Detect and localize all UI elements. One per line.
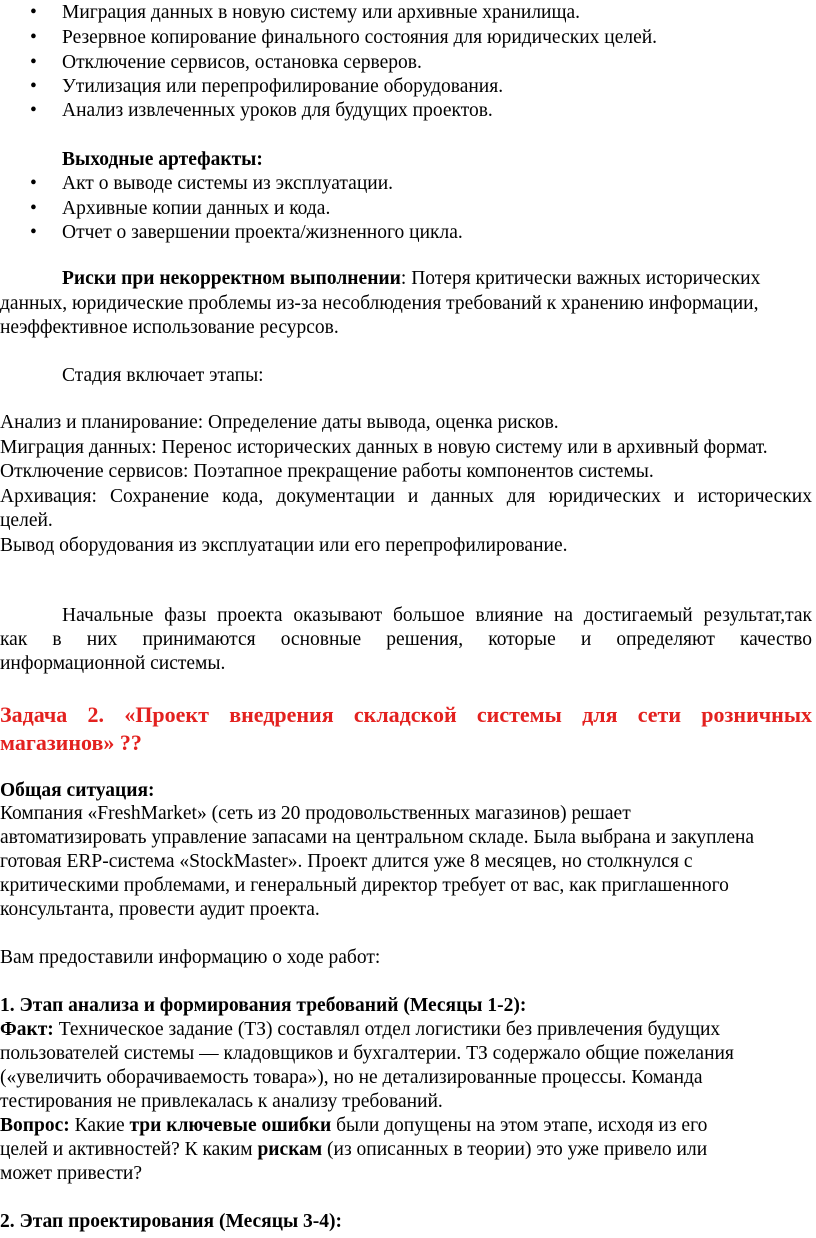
question-line: может привести? xyxy=(0,1163,142,1184)
risks-paragraph: Риски при некорректном выполнении: Потеря критически важных исторических xyxy=(62,268,761,289)
question-line: целей и активностей? К каким рискам (из описанных в теории) это уже привело или xyxy=(0,1139,708,1160)
task-title: Задача 2. «Проект внедрения складской системы для сети розничных xyxy=(0,702,812,727)
outputs-heading: Выходные артефакты: xyxy=(62,149,263,170)
bullet-icon: • xyxy=(30,100,37,121)
situation-line: критическими проблемами, и генеральный директор требует от вас, как приглашенного xyxy=(0,875,729,896)
fact-paragraph: Факт: Техническое задание (ТЗ) составлял отдел логистики без привлечения будущих xyxy=(0,1019,721,1040)
conclusion-line: как в них принимаются основные решения, которые и определяют качество xyxy=(0,629,812,650)
situation-heading: Общая ситуация: xyxy=(0,780,155,801)
situation-line: автоматизировать управление запасами на центральном складе. Была выбрана и закуплена xyxy=(0,827,755,848)
document-page: • Миграция данных в новую систему или архивные хранилища. • Резервное копирование финального состояния для юридических целей. • Отключение сервисов, остановка серверов. • Утилизация или перепрофилирование оборудования. • Анализ извлеченных уроков для будущих проектов. Выходные артефакты: • Акт о выводе системы из эксплуатации. • Архивные копии данных и кода. • Отчет о завершении проекта/жизненного цикла. Риски при некорректном выполнении: Потеря критически важных исторических данных, юридические проблемы из-за несоблюдения требований к хранению информации, неэффективное использование ресурсов. Стадия включает этапы: Анализ и планирование: Определение даты вывода, оценка рисков. Миграция данных: Перенос исторических данных в новую систему или в архивный формат. Отключение сервисов: Поэтапное прекращение работы компонентов системы. Архивация: Сохранение кода, документации и данных для юридических и исторических целей. Вывод оборудования из эксплуатации или его перепрофилирование. Начальные фазы проекта оказывают большое влияние на достигаемый результат,так как в них принимаются основные решения, которые и определяют качество информационной системы. Задача 2. «Проект внедрения складской системы для сети розничных магазинов» ?? Общая ситуация: Компания «FreshMarket» (сеть из 20 продовольственных магазинов) решает автоматизировать управление запасами на центральном складе. Была выбрана и закуплена готовая ERP-система «StockMaster». Проект длится уже 8 месяцев, но столкнулся с критическими проблемами, и генеральный директор требует от вас, как приглашенного консультанта, провести аудит проекта. Вам предоставили информацию о ходе работ: 1. Этап анализа и формирования требований (Месяцы 1-2): Факт: Техническое задание (ТЗ) составлял отдел логистики без привлечения будущих пользователей системы — кладовщиков и бухгалтерии. ТЗ содержало общие пожелания («увеличить оборачиваемость товара»), но не детализированные процессы. Команда тестирования не привлекалась к анализу требований. Вопрос: Какие три ключевые ошибки были допущены на этом этапе, исходя из его целей и активностей? К каким рискам (из описанных в теории) это уже привело или может привести? 2. Этап проектирования (Месяцы 3-4): xyxy=(0,2,812,1232)
fact-line: тестирования не привлекалась к анализу требований. xyxy=(0,1091,443,1112)
bullet-icon: • xyxy=(30,173,37,194)
risks-line: данных, юридические проблемы из-за несоблюдения требований к хранению информации, xyxy=(0,293,759,314)
fact-line: («увеличить оборачиваемость товара»), но не детализированные процессы. Команда xyxy=(0,1067,703,1088)
stages-intro: Стадия включает этапы: xyxy=(62,365,264,386)
stage1-heading: 1. Этап анализа и формирования требований (Месяцы 1-2): xyxy=(0,995,527,1016)
stage-line: Вывод оборудования из эксплуатации или его перепрофилирование. xyxy=(0,535,568,556)
stage-line: Анализ и планирование: Определение даты вывода, оценка рисков. xyxy=(0,412,559,433)
bullet-icon: • xyxy=(30,52,37,73)
bullet-icon: • xyxy=(30,27,37,48)
info-line: Вам предоставили информацию о ходе работ: xyxy=(0,947,381,968)
stage-line: Архивация: Сохранение кода, документации и данных для юридических и исторических xyxy=(0,486,812,507)
bullet-icon: • xyxy=(30,2,37,23)
situation-line: Компания «FreshMarket» (сеть из 20 продовольственных магазинов) решает xyxy=(0,803,631,824)
bullet-icon: • xyxy=(30,76,37,97)
stage2-heading: 2. Этап проектирования (Месяцы 3-4): xyxy=(0,1211,343,1232)
question-label: Вопрос: xyxy=(0,1115,70,1136)
task-title-line2: магазинов» ?? xyxy=(0,730,142,755)
stage-line: Миграция данных: Перенос исторических данных в новую систему или в архивный формат. xyxy=(0,437,768,458)
situation-line: консультанта, провести аудит проекта. xyxy=(0,899,320,920)
conclusion-line: информационной системы. xyxy=(0,653,226,674)
stage-line: Отключение сервисов: Поэтапное прекращение работы компонентов системы. xyxy=(0,461,654,482)
conclusion-line: Начальные фазы проекта оказывают большое влияние на достигаемый результат,так xyxy=(62,605,812,626)
bullet-icon: • xyxy=(30,198,37,219)
risks-line: неэффективное использование ресурсов. xyxy=(0,317,339,338)
stage-line: целей. xyxy=(0,510,53,531)
question-paragraph: Вопрос: Какие три ключевые ошибки были допущены на этом этапе, исходя из его xyxy=(0,1115,708,1136)
risks-label: Риски при некорректном выполнении xyxy=(62,268,401,289)
situation-line: готовая ERP-система «StockMaster». Проект длится уже 8 месяцев, но столкнулся с xyxy=(0,851,693,872)
bullet-icon: • xyxy=(30,222,37,243)
fact-label: Факт: xyxy=(0,1019,54,1040)
fact-line: пользователей системы — кладовщиков и бухгалтерии. ТЗ содержало общие пожелания xyxy=(0,1043,734,1064)
